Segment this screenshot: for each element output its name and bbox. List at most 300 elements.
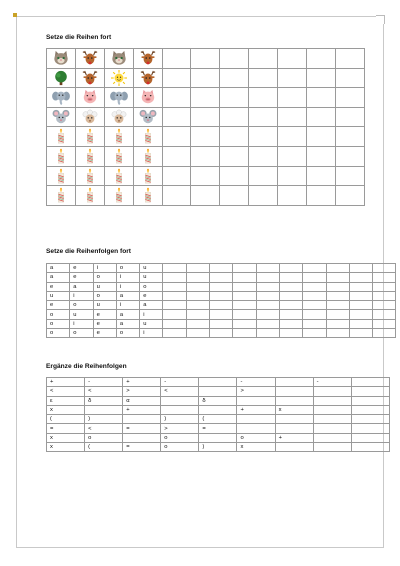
symbol-cell: < [85, 424, 123, 433]
answer-cell[interactable] [162, 49, 191, 69]
answer-cell[interactable] [85, 405, 123, 414]
sheep-icon [110, 109, 128, 125]
answer-cell[interactable] [220, 68, 249, 88]
deer-icon [139, 70, 157, 86]
answer-cell[interactable] [191, 68, 220, 88]
answer-cell[interactable] [162, 107, 191, 127]
answer-cell[interactable] [161, 405, 199, 414]
answer-cell[interactable] [191, 186, 220, 206]
candle-icon [52, 148, 70, 164]
vowel-cell: u [93, 301, 116, 310]
answer-cell[interactable] [186, 291, 209, 300]
deer-icon [81, 70, 99, 86]
answer-cell[interactable] [335, 88, 364, 108]
vowel-cell: e [47, 301, 70, 310]
answer-cell[interactable] [191, 146, 220, 166]
picture-row [47, 68, 365, 88]
answer-cell[interactable] [335, 49, 364, 69]
vowel-cell: e [93, 310, 116, 319]
answer-cell[interactable] [220, 88, 249, 108]
picture-cell [47, 49, 76, 69]
picture-cell [104, 88, 133, 108]
answer-cell[interactable] [249, 88, 278, 108]
answer-cell[interactable] [191, 107, 220, 127]
picture-row [47, 186, 365, 206]
answer-cell[interactable] [233, 291, 256, 300]
answer-cell[interactable] [278, 107, 307, 127]
answer-cell[interactable] [249, 68, 278, 88]
picture-row [47, 127, 365, 147]
answer-cell[interactable] [326, 264, 349, 273]
answer-cell[interactable] [233, 301, 256, 310]
answer-cell[interactable] [303, 310, 326, 319]
answer-cell[interactable] [307, 49, 336, 69]
answer-cell[interactable] [326, 301, 349, 310]
answer-cell[interactable] [313, 387, 351, 396]
mouse-icon [52, 109, 70, 125]
answer-cell[interactable] [326, 319, 349, 328]
answer-cell[interactable] [313, 415, 351, 424]
answer-cell[interactable] [191, 49, 220, 69]
symbol-cell: - [237, 378, 275, 387]
vowel-cell: o [70, 301, 93, 310]
picture-cell [104, 146, 133, 166]
answer-cell[interactable] [313, 443, 351, 452]
symbol-cell: ( [199, 415, 237, 424]
answer-cell[interactable] [326, 273, 349, 282]
symbol-sequence-grid [46, 377, 390, 452]
symbol-cell: + [275, 433, 313, 442]
answer-cell[interactable] [163, 264, 186, 273]
answer-cell[interactable] [233, 282, 256, 291]
answer-cell[interactable] [249, 186, 278, 206]
answer-cell[interactable] [275, 396, 313, 405]
answer-cell[interactable] [233, 310, 256, 319]
answer-cell[interactable] [275, 424, 313, 433]
answer-cell[interactable] [256, 329, 279, 338]
answer-cell[interactable] [163, 273, 186, 282]
vowel-cell: a [116, 319, 139, 328]
answer-cell[interactable] [313, 396, 351, 405]
answer-cell[interactable] [335, 166, 364, 186]
answer-cell[interactable] [162, 186, 191, 206]
answer-cell[interactable] [373, 329, 396, 338]
answer-cell[interactable] [373, 319, 396, 328]
answer-cell[interactable] [256, 273, 279, 282]
candle-icon [139, 148, 157, 164]
answer-cell[interactable] [278, 68, 307, 88]
answer-cell[interactable] [199, 378, 237, 387]
symbol-cell: - [313, 378, 351, 387]
picture-cell [75, 166, 104, 186]
answer-cell[interactable] [220, 186, 249, 206]
vowel-cell: u [140, 319, 163, 328]
answer-cell[interactable] [373, 282, 396, 291]
picture-cell [75, 107, 104, 127]
answer-cell[interactable] [303, 319, 326, 328]
answer-cell[interactable] [303, 301, 326, 310]
answer-cell[interactable] [279, 301, 302, 310]
candle-icon [81, 168, 99, 184]
symbol-row [47, 387, 390, 396]
candle-icon [81, 148, 99, 164]
picture-cell [75, 127, 104, 147]
picture-cell [104, 49, 133, 69]
answer-cell[interactable] [335, 127, 364, 147]
answer-cell[interactable] [373, 273, 396, 282]
answer-cell[interactable] [349, 319, 372, 328]
picture-cell [47, 186, 76, 206]
answer-cell[interactable] [349, 310, 372, 319]
answer-cell[interactable] [351, 443, 389, 452]
answer-cell[interactable] [303, 273, 326, 282]
answer-cell[interactable] [186, 273, 209, 282]
answer-cell[interactable] [220, 49, 249, 69]
answer-cell[interactable] [349, 264, 372, 273]
answer-cell[interactable] [161, 396, 199, 405]
deer-icon [139, 50, 157, 66]
answer-cell[interactable] [233, 329, 256, 338]
symbol-cell: x [237, 443, 275, 452]
answer-cell[interactable] [199, 433, 237, 442]
answer-cell[interactable] [233, 273, 256, 282]
answer-cell[interactable] [349, 282, 372, 291]
symbol-cell: - [85, 378, 123, 387]
answer-cell[interactable] [233, 319, 256, 328]
answer-cell[interactable] [186, 301, 209, 310]
vowel-row [47, 319, 396, 328]
vowel-cell: a [47, 273, 70, 282]
answer-cell[interactable] [256, 310, 279, 319]
answer-cell[interactable] [351, 378, 389, 387]
answer-cell[interactable] [237, 415, 275, 424]
answer-cell[interactable] [307, 166, 336, 186]
picture-cell [104, 107, 133, 127]
pig-icon [81, 89, 99, 105]
answer-cell[interactable] [279, 310, 302, 319]
answer-cell[interactable] [307, 68, 336, 88]
answer-cell[interactable] [335, 146, 364, 166]
vowel-cell: o [93, 273, 116, 282]
answer-cell[interactable] [278, 146, 307, 166]
vowel-cell: e [70, 273, 93, 282]
sheep-icon [81, 109, 99, 125]
symbol-cell: = [199, 424, 237, 433]
vowel-cell: i [116, 282, 139, 291]
candle-icon [110, 168, 128, 184]
answer-cell[interactable] [279, 282, 302, 291]
symbol-cell: ) [199, 443, 237, 452]
answer-cell[interactable] [279, 264, 302, 273]
picture-row [47, 166, 365, 186]
answer-cell[interactable] [349, 329, 372, 338]
deer-icon [81, 50, 99, 66]
picture-row [47, 146, 365, 166]
answer-cell[interactable] [303, 282, 326, 291]
picture-sequence-grid [46, 48, 365, 206]
answer-cell[interactable] [307, 88, 336, 108]
answer-cell[interactable] [351, 415, 389, 424]
answer-cell[interactable] [279, 329, 302, 338]
answer-cell[interactable] [163, 301, 186, 310]
picture-cell [47, 166, 76, 186]
answer-cell[interactable] [220, 166, 249, 186]
symbol-cell: ) [161, 415, 199, 424]
answer-cell[interactable] [163, 310, 186, 319]
cat-icon [110, 50, 128, 66]
answer-cell[interactable] [278, 127, 307, 147]
answer-cell[interactable] [249, 166, 278, 186]
answer-cell[interactable] [373, 264, 396, 273]
answer-cell[interactable] [249, 127, 278, 147]
answer-cell[interactable] [256, 319, 279, 328]
vowel-row [47, 291, 396, 300]
symbol-cell: - [161, 378, 199, 387]
vowel-cell: o [47, 329, 70, 338]
vowel-cell: i [116, 273, 139, 282]
answer-cell[interactable] [163, 291, 186, 300]
answer-cell[interactable] [349, 291, 372, 300]
vowel-cell: e [140, 291, 163, 300]
vowel-cell: i [116, 301, 139, 310]
answer-cell[interactable] [186, 282, 209, 291]
vowel-cell: a [70, 282, 93, 291]
answer-cell[interactable] [186, 319, 209, 328]
answer-cell[interactable] [199, 387, 237, 396]
picture-cell [133, 127, 162, 147]
symbol-cell: o [85, 433, 123, 442]
answer-cell[interactable] [237, 396, 275, 405]
answer-cell[interactable] [278, 49, 307, 69]
answer-cell[interactable] [186, 264, 209, 273]
answer-cell[interactable] [303, 329, 326, 338]
answer-cell[interactable] [220, 107, 249, 127]
sun-icon [110, 70, 128, 86]
answer-cell[interactable] [307, 107, 336, 127]
symbol-cell: + [123, 378, 161, 387]
symbol-cell: x [47, 443, 85, 452]
vowel-cell: o [140, 282, 163, 291]
symbol-cell: ε [47, 396, 85, 405]
symbol-cell: o [237, 433, 275, 442]
vowel-cell: i [70, 319, 93, 328]
answer-cell[interactable] [123, 433, 161, 442]
answer-cell[interactable] [303, 264, 326, 273]
vowel-row [47, 301, 396, 310]
answer-cell[interactable] [163, 282, 186, 291]
answer-cell[interactable] [279, 291, 302, 300]
answer-cell[interactable] [275, 387, 313, 396]
picture-cell [104, 166, 133, 186]
vowel-cell: u [47, 291, 70, 300]
answer-cell[interactable] [162, 166, 191, 186]
candle-icon [110, 128, 128, 144]
symbol-cell: δ [85, 396, 123, 405]
vowel-cell: i [70, 291, 93, 300]
answer-cell[interactable] [373, 310, 396, 319]
answer-cell[interactable] [210, 301, 233, 310]
picture-cell [47, 107, 76, 127]
answer-cell[interactable] [275, 443, 313, 452]
elephant-icon [52, 89, 70, 105]
candle-icon [52, 128, 70, 144]
answer-cell[interactable] [186, 329, 209, 338]
candle-icon [52, 187, 70, 203]
symbol-cell: ) [85, 415, 123, 424]
section-title-pictures: Setze die Reihen fort [46, 34, 112, 41]
answer-cell[interactable] [307, 146, 336, 166]
answer-cell[interactable] [335, 186, 364, 206]
answer-cell[interactable] [210, 273, 233, 282]
answer-cell[interactable] [186, 310, 209, 319]
vowel-cell: i [140, 329, 163, 338]
cat-icon [52, 50, 70, 66]
vowel-cell: u [70, 310, 93, 319]
symbol-cell: o [161, 433, 199, 442]
answer-cell[interactable] [210, 310, 233, 319]
picture-cell [104, 186, 133, 206]
picture-cell [47, 127, 76, 147]
answer-cell[interactable] [210, 329, 233, 338]
symbol-cell: > [123, 387, 161, 396]
picture-cell [75, 88, 104, 108]
vowel-row [47, 282, 396, 291]
vowel-sequence-grid [46, 263, 396, 338]
answer-cell[interactable] [256, 282, 279, 291]
vowel-row [47, 264, 396, 273]
answer-cell[interactable] [326, 291, 349, 300]
answer-cell[interactable] [373, 301, 396, 310]
symbol-cell: x [275, 405, 313, 414]
answer-cell[interactable] [162, 88, 191, 108]
vowel-row [47, 273, 396, 282]
picture-cell [47, 146, 76, 166]
answer-cell[interactable] [191, 166, 220, 186]
answer-cell[interactable] [162, 127, 191, 147]
symbol-cell: < [161, 387, 199, 396]
answer-cell[interactable] [313, 433, 351, 442]
candle-icon [139, 187, 157, 203]
picture-cell [133, 146, 162, 166]
answer-cell[interactable] [162, 146, 191, 166]
answer-cell[interactable] [163, 319, 186, 328]
symbol-cell: + [123, 405, 161, 414]
answer-cell[interactable] [313, 405, 351, 414]
answer-cell[interactable] [220, 127, 249, 147]
answer-cell[interactable] [349, 273, 372, 282]
answer-cell[interactable] [237, 424, 275, 433]
vowel-cell: u [93, 282, 116, 291]
answer-cell[interactable] [303, 291, 326, 300]
answer-cell[interactable] [249, 49, 278, 69]
vowel-cell: i [140, 310, 163, 319]
symbol-cell: α [123, 396, 161, 405]
vowel-cell: u [140, 273, 163, 282]
answer-cell[interactable] [326, 310, 349, 319]
symbol-cell: = [47, 424, 85, 433]
answer-cell[interactable] [210, 319, 233, 328]
answer-cell[interactable] [233, 264, 256, 273]
answer-cell[interactable] [249, 107, 278, 127]
picture-cell [75, 146, 104, 166]
answer-cell[interactable] [278, 88, 307, 108]
symbol-cell: δ [199, 396, 237, 405]
picture-row [47, 107, 365, 127]
vowel-cell: o [116, 264, 139, 273]
picture-cell [133, 186, 162, 206]
answer-cell[interactable] [210, 264, 233, 273]
vowel-cell: o [93, 291, 116, 300]
answer-cell[interactable] [199, 405, 237, 414]
answer-cell[interactable] [307, 186, 336, 206]
answer-cell[interactable] [278, 166, 307, 186]
answer-cell[interactable] [351, 405, 389, 414]
section-title-symbols: Ergänze die Reihenfolgen [46, 363, 127, 370]
vowel-cell: e [47, 282, 70, 291]
symbol-cell: x [47, 433, 85, 442]
answer-cell[interactable] [275, 415, 313, 424]
page-corner [376, 15, 385, 24]
symbol-row [47, 433, 390, 442]
vowel-row [47, 310, 396, 319]
answer-cell[interactable] [279, 273, 302, 282]
answer-cell[interactable] [307, 127, 336, 147]
answer-cell[interactable] [335, 107, 364, 127]
symbol-row [47, 396, 390, 405]
vowel-cell: o [70, 329, 93, 338]
answer-cell[interactable] [210, 282, 233, 291]
answer-cell[interactable] [351, 396, 389, 405]
answer-cell[interactable] [279, 319, 302, 328]
answer-cell[interactable] [191, 88, 220, 108]
answer-cell[interactable] [275, 378, 313, 387]
answer-cell[interactable] [249, 146, 278, 166]
symbol-row [47, 378, 390, 387]
answer-cell[interactable] [163, 329, 186, 338]
answer-cell[interactable] [326, 282, 349, 291]
answer-cell[interactable] [351, 433, 389, 442]
picture-cell [133, 68, 162, 88]
vowel-cell: o [47, 319, 70, 328]
candle-icon [110, 148, 128, 164]
answer-cell[interactable] [256, 264, 279, 273]
vowel-cell: a [47, 264, 70, 273]
vowel-cell: a [116, 291, 139, 300]
answer-cell[interactable] [123, 415, 161, 424]
vowel-cell: e [93, 319, 116, 328]
answer-cell[interactable] [278, 186, 307, 206]
answer-cell[interactable] [256, 301, 279, 310]
answer-cell[interactable] [335, 68, 364, 88]
elephant-icon [110, 89, 128, 105]
answer-cell[interactable] [191, 127, 220, 147]
picture-cell [104, 127, 133, 147]
symbol-cell: < [47, 387, 85, 396]
answer-cell[interactable] [220, 146, 249, 166]
answer-cell[interactable] [351, 424, 389, 433]
picture-cell [47, 88, 76, 108]
answer-cell[interactable] [210, 291, 233, 300]
vowel-cell: o [116, 329, 139, 338]
answer-cell[interactable] [351, 387, 389, 396]
answer-cell[interactable] [349, 301, 372, 310]
answer-cell[interactable] [313, 424, 351, 433]
answer-cell[interactable] [326, 329, 349, 338]
answer-cell[interactable] [162, 68, 191, 88]
answer-cell[interactable] [373, 291, 396, 300]
answer-cell[interactable] [256, 291, 279, 300]
candle-icon [81, 187, 99, 203]
